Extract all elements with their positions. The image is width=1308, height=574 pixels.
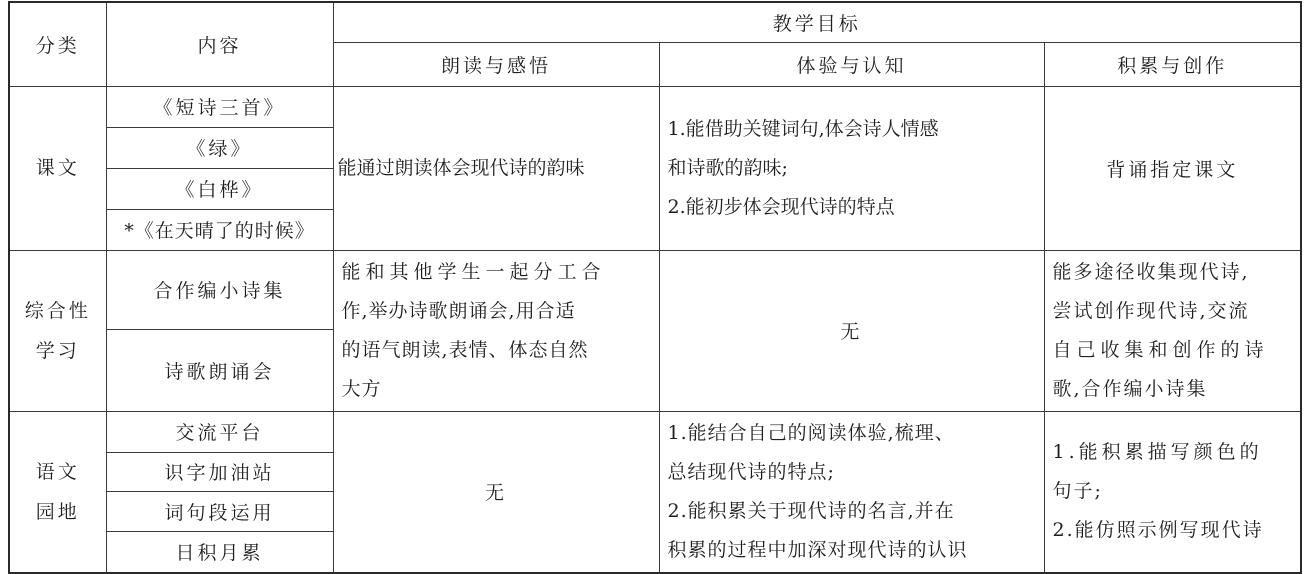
reading-line: 能和其他学生一起分工合 <box>341 260 606 283</box>
experience-line: 2.能积累关于现代诗的名言,并在 <box>667 499 955 522</box>
reading-line: 作,举办诗歌朗诵会,用合适 <box>341 299 576 322</box>
accumulate-line: 自己收集和创作的诗 <box>1052 338 1269 361</box>
accumulate-line: 1.能积累描写颜色的 <box>1052 441 1263 463</box>
accumulate-line: 尝试创作现代诗,交流 <box>1052 299 1250 322</box>
section-category-yuwen <box>9 411 106 573</box>
content-item: 日积月累 <box>106 531 333 572</box>
section-yuwen-row-1 <box>9 411 1301 452</box>
section-zonghe-reading <box>333 250 659 411</box>
header-col-experience: 体验与认知 <box>659 42 1044 86</box>
section-kewen-accumulate <box>1044 86 1301 250</box>
experience-line: 1.能结合自己的阅读体验,梳理、 <box>667 421 955 444</box>
section-zonghe-experience <box>659 250 1044 411</box>
reading-line: 的语气朗读,表情、体态自然 <box>341 338 589 361</box>
reading-line: 能通过朗读体会现代诗的韵味 <box>337 156 585 179</box>
experience-line: 无 <box>840 321 863 343</box>
accumulate-line: 2.能仿照示例写现代诗 <box>1052 519 1264 541</box>
content-item: 《绿》 <box>106 127 333 168</box>
header-row-1 <box>9 2 1301 42</box>
header-col-reading: 朗读与感悟 <box>333 42 659 86</box>
reading-line: 无 <box>484 482 507 504</box>
category-line: 课文 <box>35 157 80 179</box>
experience-line: 和诗歌的韵味; <box>667 156 788 179</box>
accumulate-line: 句子; <box>1052 480 1103 502</box>
section-category-kewen <box>9 86 106 250</box>
section-category-zonghe <box>9 250 106 411</box>
section-kewen-row-1 <box>9 86 1301 127</box>
section-yuwen-accumulate <box>1044 411 1301 573</box>
category-line: 园地 <box>35 500 80 523</box>
content-item: 诗歌朗诵会 <box>106 329 333 411</box>
header-col-accumulate: 积累与创作 <box>1044 42 1301 86</box>
content-item: *《在天晴了的时候》 <box>106 209 333 250</box>
section-zonghe-accumulate <box>1044 250 1301 411</box>
section-yuwen-experience <box>659 411 1044 573</box>
content-item: 《短诗三首》 <box>106 86 333 127</box>
accumulate-line: 背诵指定课文 <box>1106 158 1239 181</box>
experience-line: 2.能初步体会现代诗的特点 <box>667 195 895 218</box>
experience-line: 1.能借助关键词句,体会诗人情感 <box>667 117 939 140</box>
content-item: 词句段运用 <box>106 491 333 531</box>
section-yuwen-reading <box>333 411 659 573</box>
reading-line: 大方 <box>341 377 382 400</box>
section-zonghe-row-1 <box>9 250 1301 329</box>
header-content: 内容 <box>106 2 333 86</box>
content-item: 交流平台 <box>106 411 333 452</box>
category-line: 语文 <box>35 460 80 483</box>
experience-line: 积累的过程中加深对现代诗的认识 <box>667 538 968 561</box>
header-category: 分类 <box>9 2 106 86</box>
content-item: 识字加油站 <box>106 452 333 491</box>
category-line: 综合性 <box>24 299 91 322</box>
category-line: 学习 <box>35 339 80 362</box>
accumulate-line: 能多途径收集现代诗, <box>1052 260 1250 283</box>
content-item: 合作编小诗集 <box>106 250 333 329</box>
section-kewen-experience <box>659 86 1044 250</box>
section-kewen-reading <box>333 86 659 250</box>
accumulate-line: 歌,合作编小诗集 <box>1052 377 1208 400</box>
content-item: 《白桦》 <box>106 168 333 209</box>
teaching-plan-table <box>8 1 1302 574</box>
header-objectives: 教学目标 <box>333 2 1301 42</box>
experience-line: 总结现代诗的特点; <box>667 460 835 483</box>
